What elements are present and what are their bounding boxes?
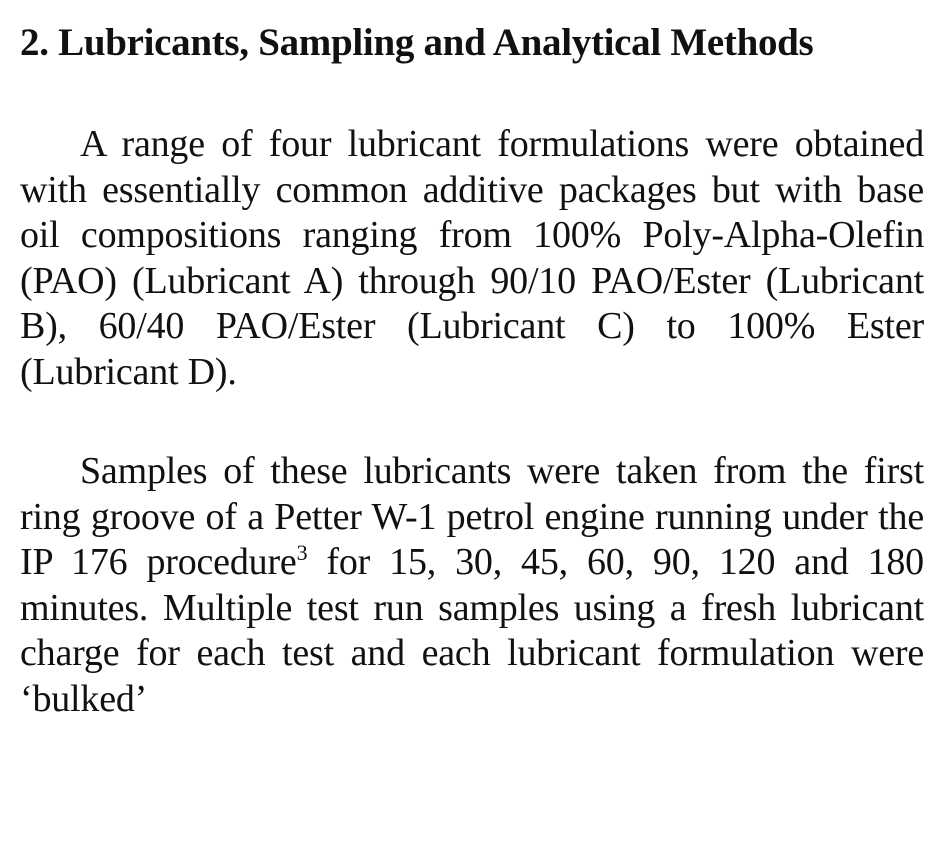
paragraph-sampling [20, 449, 924, 722]
document-page [20, 18, 924, 722]
paragraph-sampling-text-2: for 15, 30, 45, 60, 90, 120 and 180 minutes. Multiple test run samples using a fresh lubricant charge for each test and each lubricant formulation were ‘bulked’ [20, 541, 924, 720]
reference-superscript: 3 [296, 540, 308, 565]
section-heading: 2. Lubricants, Sampling and Analytical Methods [20, 21, 814, 64]
paragraph-sampling-text-1: Samples of these lubricants were taken from the first ring groove of a Petter W-1 petrol engine running under the IP 176 procedure [20, 450, 924, 583]
paragraph-lubricant-formulations: A range of four lubricant formulations were obtained with essentially common additive packages but with base oil compositions ranging from 100% Poly-Alpha-Olefin (PAO) (Lubricant A) through 90/10 PAO/Ester (Lubricant B), 60/40 PAO/Ester (Lubricant C) to 100% Ester (Lubricant D). [20, 123, 924, 393]
